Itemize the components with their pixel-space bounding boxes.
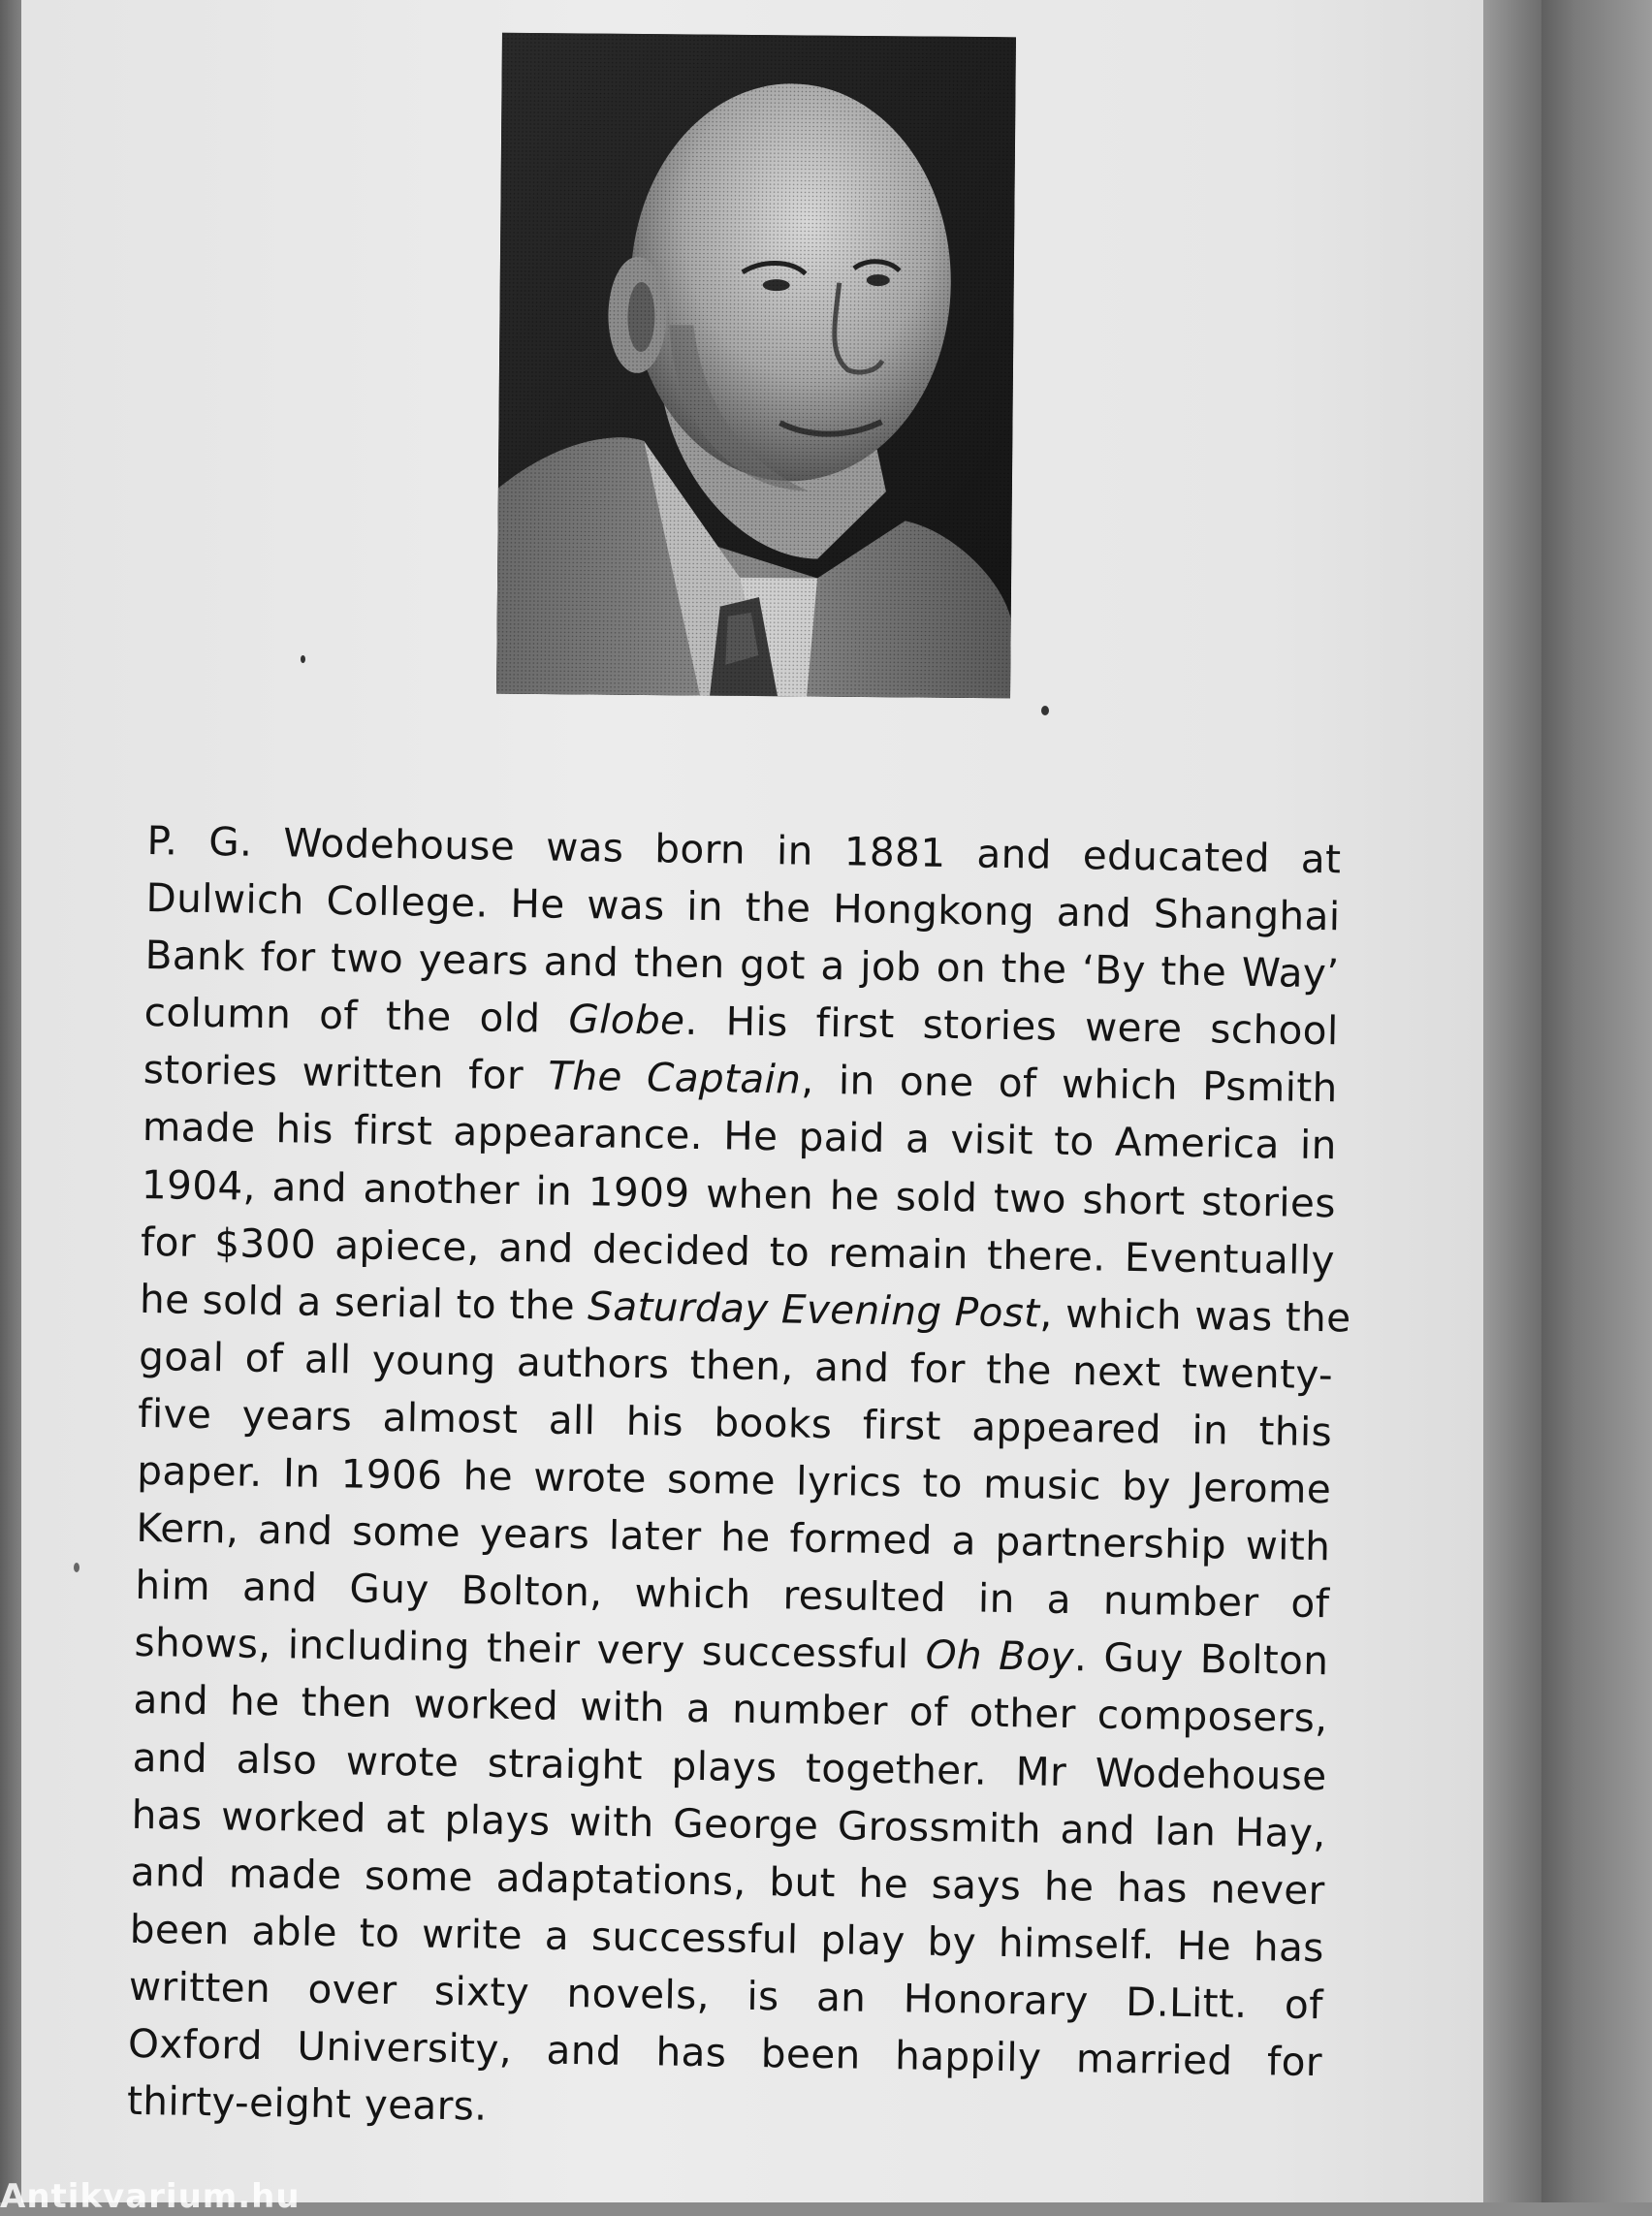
- bio-text: and also wrote straight plays together. Mr Wodehouse: [132, 1733, 1327, 1799]
- bio-text: he sold a serial to the: [139, 1275, 588, 1329]
- bio-text: P. G. Wodehouse was born in 1881 and educated at: [146, 816, 1342, 883]
- bio-text: . Guy Bolton: [1073, 1633, 1329, 1685]
- bio-text: him and Guy Bolton, which resulted in a number of: [135, 1562, 1330, 1628]
- author-biography: [126, 812, 1351, 2148]
- bio-text: made his first appearance. He paid a visit to America in: [142, 1103, 1338, 1169]
- bio-text: Kern, and some years later he formed a partnership with: [136, 1504, 1331, 1570]
- bio-text: stories written for: [143, 1046, 549, 1099]
- bio-text: has worked at plays with George Grossmith and Ian Hay,: [131, 1790, 1326, 1856]
- bio-text: shows, including their very successful: [134, 1619, 927, 1679]
- bio-italic-title: The Captain: [547, 1052, 802, 1103]
- print-speck: [1041, 706, 1049, 715]
- bio-italic-title: Saturday Evening Post: [587, 1282, 1040, 1337]
- bio-text: five years almost all his books first appeared in this: [137, 1389, 1333, 1456]
- author-portrait-photo: [496, 33, 1016, 699]
- bio-text: . His first stories were school: [684, 997, 1339, 1055]
- bio-text: , which was the: [1039, 1289, 1351, 1342]
- bio-text: paper. In 1906 he wrote some lyrics to music by Jerome: [136, 1446, 1332, 1513]
- bio-text: Dulwich College. He was in the Hongkong and Shanghai: [145, 874, 1341, 940]
- watermark: Antikvarium.hu: [0, 2177, 301, 2216]
- bio-text: column of the old: [143, 989, 569, 1043]
- print-speck: [74, 1563, 79, 1572]
- bio-italic-title: Oh Boy: [925, 1631, 1075, 1681]
- bio-text: Oxford University, and has been happily married for: [127, 2019, 1323, 2086]
- bio-text: goal of all young authors then, and for the next twenty-: [138, 1332, 1334, 1399]
- bio-text: Bank for two years and then got a job on the ‘By the Way’: [144, 932, 1340, 997]
- print-speck: [301, 655, 305, 663]
- bio-text: , in one of which Psmith: [800, 1057, 1339, 1112]
- bio-italic-title: Globe: [568, 996, 685, 1045]
- bio-text: for $300 apiece, and decided to remain there. Eventually: [140, 1218, 1336, 1283]
- bio-text: and he then worked with a number of other composers,: [133, 1676, 1328, 1742]
- spine-shadow: [1483, 0, 1541, 2202]
- book-spine: [1541, 0, 1652, 2202]
- author-portrait-image: [496, 33, 1016, 699]
- bio-text: thirty-eight years.: [126, 2076, 488, 2130]
- bio-text: been able to write a successful play by himself. He has: [129, 1905, 1325, 1971]
- bio-text: 1904, and another in 1909 when he sold two short stories: [141, 1160, 1337, 1226]
- bio-text: written over sixty novels, is an Honorary D.Litt. of: [128, 1962, 1324, 2029]
- bio-text: and made some adaptations, but he says he has never: [130, 1848, 1326, 1914]
